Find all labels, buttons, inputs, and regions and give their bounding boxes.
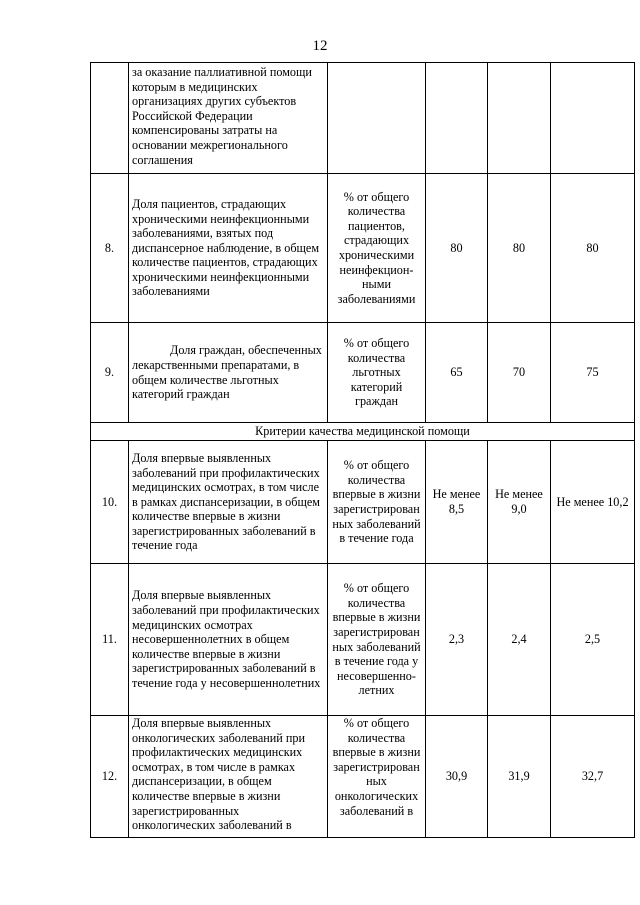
table-row	[91, 564, 635, 716]
table-row	[91, 323, 635, 423]
section-header-row	[91, 423, 635, 441]
value-cell: 70	[488, 323, 551, 423]
section-header: Критерии качества медицинской помощи	[91, 423, 635, 441]
row-number-cell: 11.	[91, 564, 129, 716]
value-cell: 80	[488, 174, 551, 323]
unit-cell: % от общего количества впервые в жизни зарегистрирован ных онкологических заболеваний в	[328, 716, 426, 838]
value-cell: 80	[426, 174, 488, 323]
value-cell: 75	[551, 323, 635, 423]
row-number-cell: 12.	[91, 716, 129, 838]
unit-cell: % от общего количества пациентов, страдающих хроническими неинфекцион-ными заболеваниями	[328, 174, 426, 323]
indicator-cell: Доля впервые выявленных заболеваний при профилактических медицинских осмотрах, в том числе в рамках диспансеризации, в общем количестве впервые в жизни зарегистрированных заболеваний в течение года	[129, 441, 328, 564]
value-cell: 65	[426, 323, 488, 423]
indicator-cell: Доля впервые выявленных онкологических заболеваний при профилактических медицинских осмотрах, в том числе в рамках диспансеризации, в общем количестве впервые в жизни зарегистрированных онкологических заболеваний в	[129, 716, 328, 838]
indicator-cell: Доля впервые выявленных заболеваний при профилактических медицинских осмотрах несовершеннолетних в общем количестве впервые в жизни зарегистрированных заболеваний в течение года у несовершеннолетних	[129, 564, 328, 716]
table-row	[91, 441, 635, 564]
value-cell: 80	[551, 174, 635, 323]
value-cell: 2,4	[488, 564, 551, 716]
indicator-text: Доля граждан, обеспеченных лекарственными препаратами, в общем количестве льготных категорий граждан	[132, 343, 322, 402]
table-row	[91, 716, 635, 838]
criteria-table	[90, 62, 635, 838]
page-number: 12	[312, 38, 328, 54]
row-number-cell: 9.	[91, 323, 129, 423]
table-row	[91, 63, 635, 174]
unit-cell: % от общего количества впервые в жизни зарегистрирован ных заболеваний в течение года у несовершенно-летних	[328, 564, 426, 716]
unit-cell: % от общего количества впервые в жизни зарегистрирован ных заболеваний в течение года	[328, 441, 426, 564]
indicator-cell: Доля пациентов, страдающих хроническими неинфекционными заболеваниями, взятых под диспансерное наблюдение, в общем количестве пациентов, страдающих хроническими неинфекционными заболеваниями	[129, 174, 328, 323]
value-cell: 32,7	[551, 716, 635, 838]
value-cell	[551, 63, 635, 174]
value-cell: 2,3	[426, 564, 488, 716]
row-number-cell: 10.	[91, 441, 129, 564]
row-number-cell: 8.	[91, 174, 129, 323]
value-cell: 30,9	[426, 716, 488, 838]
indicator-cell: за оказание паллиативной помощи которым в медицинских организациях других субъектов Российской Федерации компенсированы затраты на основании межрегионального соглашения	[129, 63, 328, 174]
value-cell: Не менее 8,5	[426, 441, 488, 564]
table-row	[91, 174, 635, 323]
unit-cell	[328, 63, 426, 174]
value-cell: Не менее 9,0	[488, 441, 551, 564]
value-cell: Не менее 10,2	[551, 441, 635, 564]
indicator-cell	[129, 323, 328, 423]
value-cell	[426, 63, 488, 174]
value-cell: 2,5	[551, 564, 635, 716]
unit-cell: % от общего количества льготных категорий граждан	[328, 323, 426, 423]
value-cell: 31,9	[488, 716, 551, 838]
row-number-cell	[91, 63, 129, 174]
value-cell	[488, 63, 551, 174]
